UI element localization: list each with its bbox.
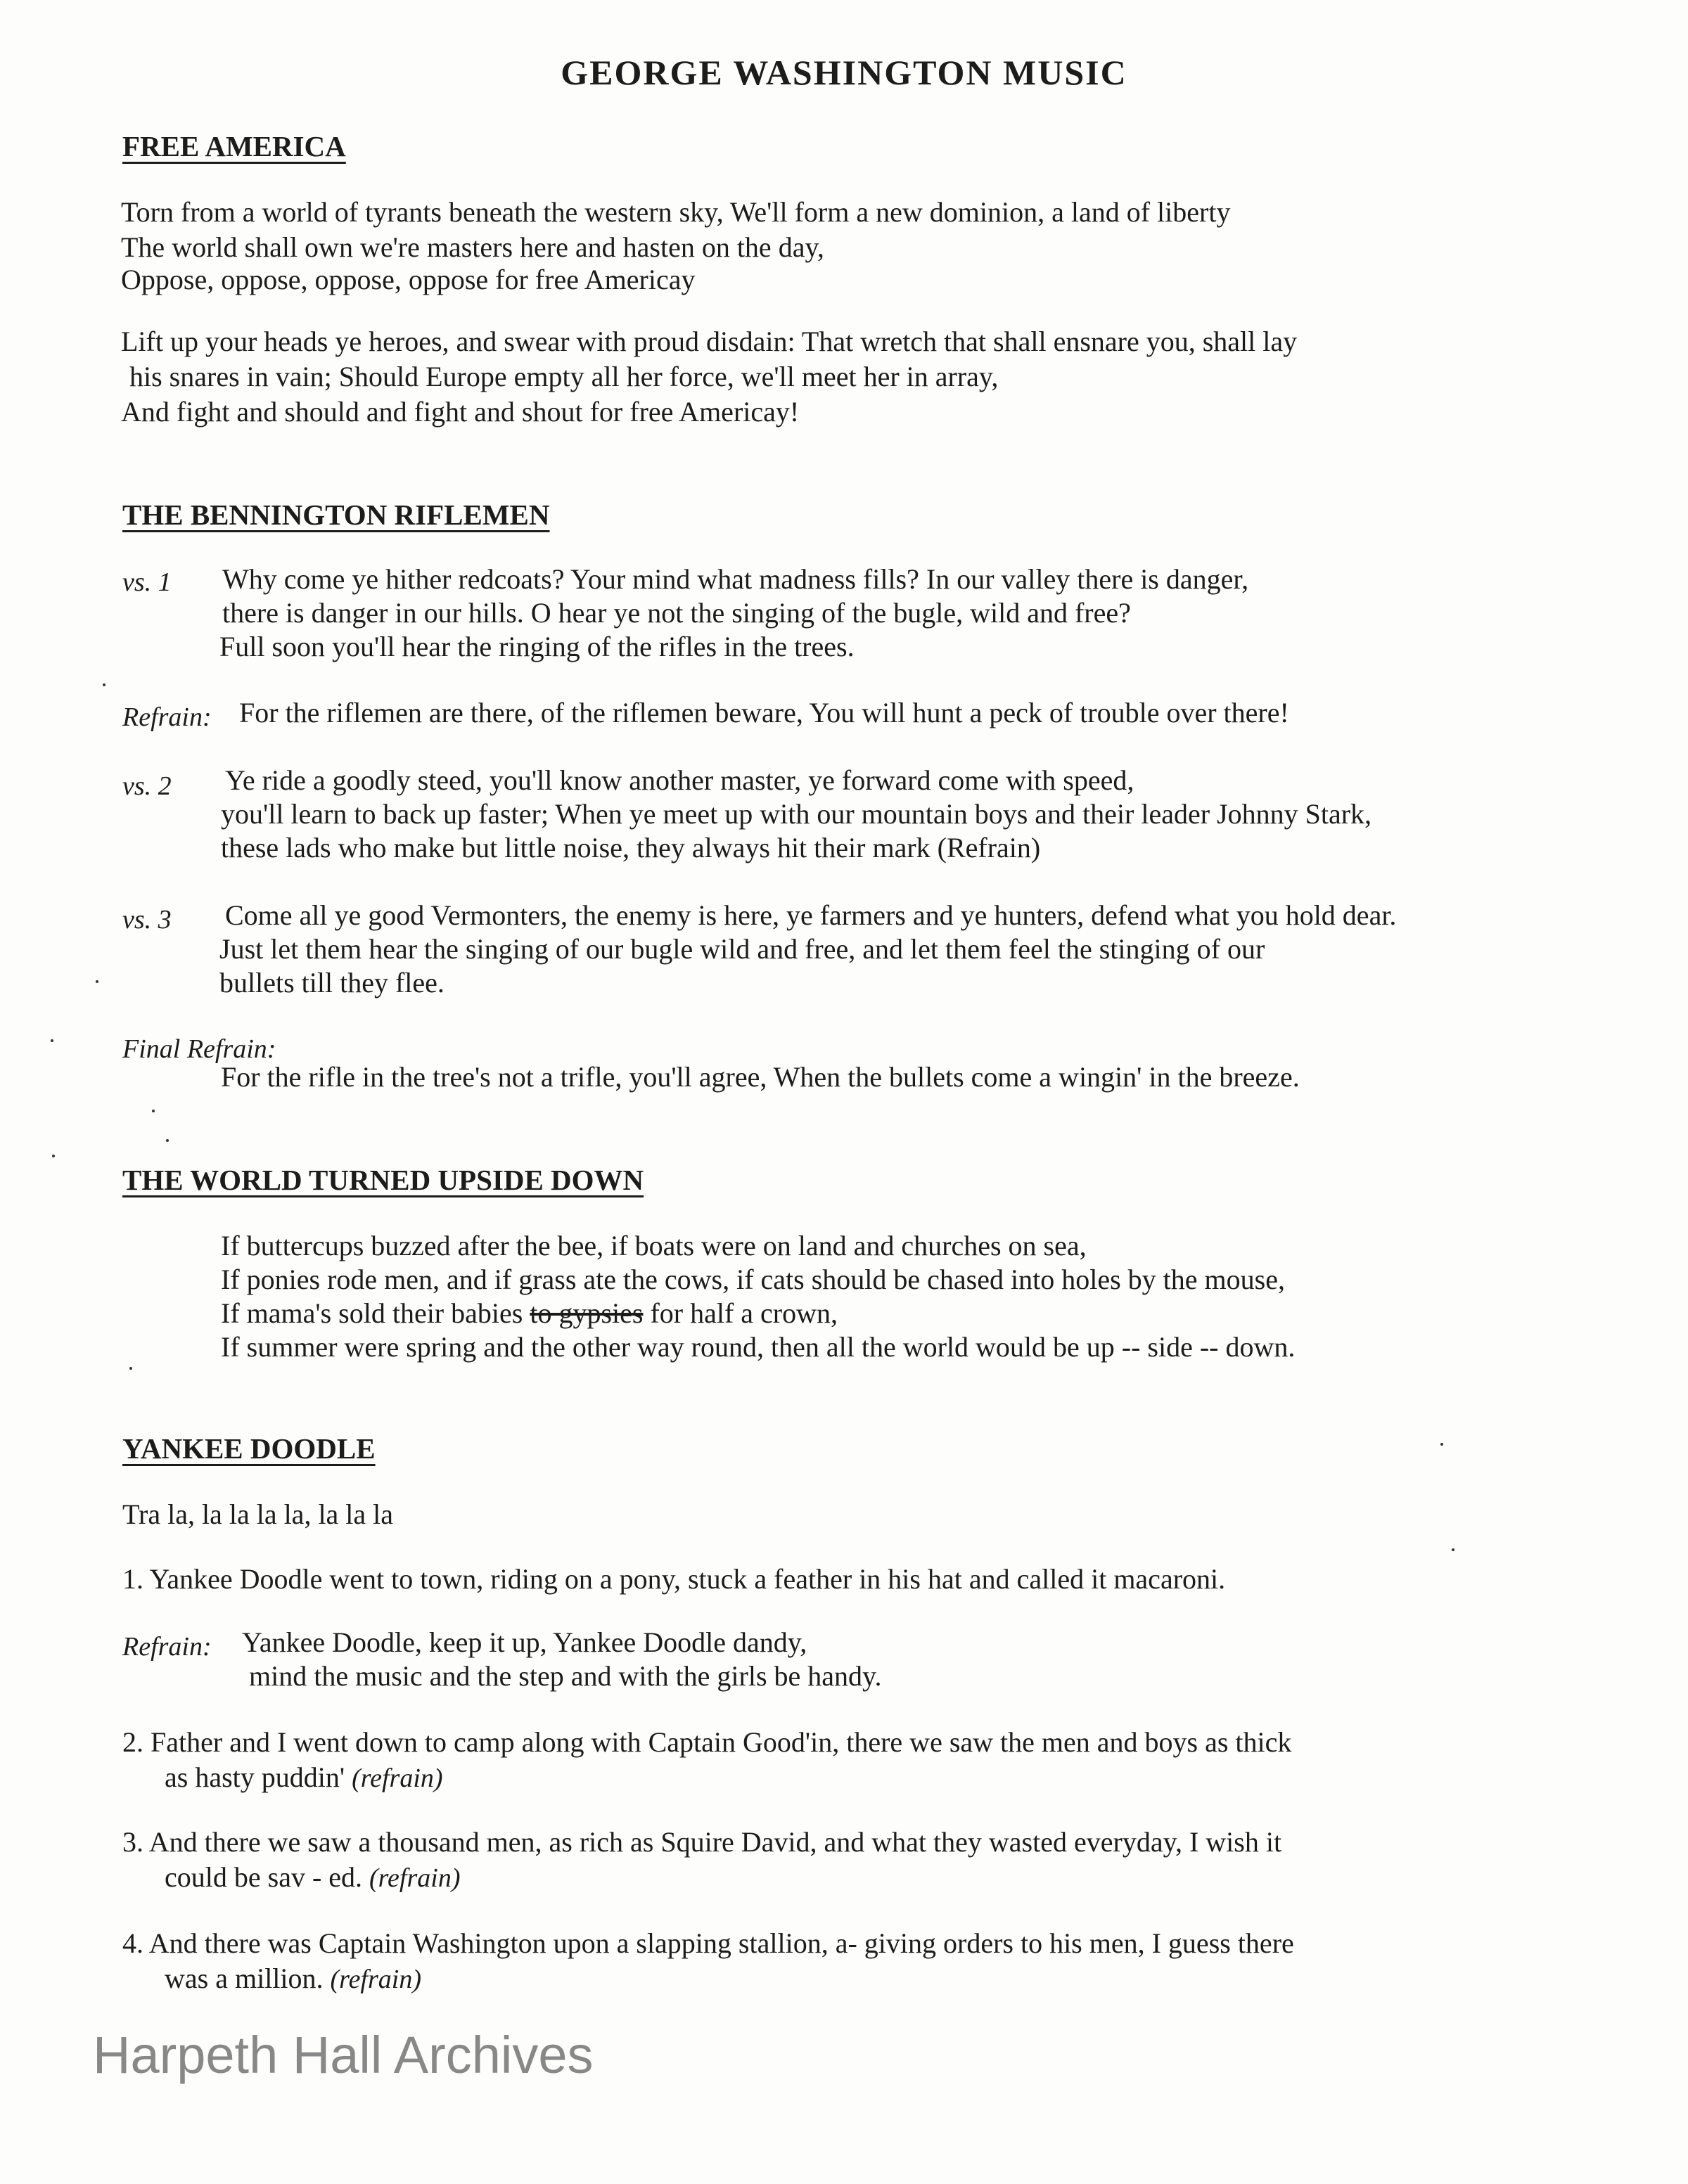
scan-speck xyxy=(152,1110,155,1112)
scan-speck xyxy=(52,1155,55,1157)
verse-label: vs. 1 xyxy=(122,567,172,597)
lyric-line: Full soon you'll hear the ringing of the rifles in the trees. xyxy=(219,631,855,662)
lyric-line: bullets till they flee. xyxy=(219,967,445,998)
scan-speck xyxy=(96,980,98,983)
lyric-line: Yankee Doodle, keep it up, Yankee Doodle dandy, xyxy=(242,1626,807,1658)
lyric-text: for half a crown, xyxy=(643,1297,838,1329)
verse-label: vs. 3 xyxy=(122,905,172,934)
struck-text: to gypsies xyxy=(530,1297,644,1329)
refrain-note: (refrain) xyxy=(369,1863,461,1893)
section-heading-yankee-doodle: YANKEE DOODLE xyxy=(122,1432,376,1465)
lyric-line: Just let them hear the singing of our bugle wild and free, and let them feel the stinging of our xyxy=(219,933,1265,965)
lyric-line: And fight and should and fight and shout for free Americay! xyxy=(121,396,800,428)
lyric-text: as hasty puddin' xyxy=(165,1761,345,1793)
lyric-line: For the rifle in the tree's not a trifle, you'll agree, When the bullets come a wingin' in the breeze. xyxy=(221,1061,1300,1093)
scan-speck xyxy=(166,1139,169,1142)
refrain-label: Refrain: xyxy=(122,702,212,732)
lyric-line xyxy=(165,1861,460,1894)
archive-watermark: Harpeth Hall Archives xyxy=(93,2026,594,2084)
scan-speck xyxy=(51,1039,53,1042)
lyric-line: Tra la, la la la la, la la la xyxy=(122,1498,394,1530)
lyric-line: Torn from a world of tyrants beneath the western sky, We'll form a new dominion, a land of liberty xyxy=(121,196,1231,228)
lyric-line: his snares in vain; Should Europe empty all her force, we'll meet her in array, xyxy=(129,361,999,392)
lyric-line: Oppose, oppose, oppose, oppose for free Americay xyxy=(121,264,696,295)
lyric-line: If buttercups buzzed after the bee, if boats were on land and churches on sea, xyxy=(221,1230,1087,1261)
lyric-line: The world shall own we're masters here and hasten on the day, xyxy=(121,231,824,263)
lyric-line xyxy=(221,1297,838,1330)
section-heading-bennington: THE BENNINGTON RIFLEMEN xyxy=(122,499,550,531)
lyric-line xyxy=(165,1761,443,1794)
lyric-line: there is danger in our hills. O hear ye not the singing of the bugle, wild and free? xyxy=(222,597,1131,629)
refrain-label: Refrain: xyxy=(122,1632,212,1662)
lyric-line: Why come ye hither redcoats? Your mind what madness fills? In our valley there is danger, xyxy=(222,563,1249,595)
lyric-line: Come all ye good Vermonters, the enemy is here, ye farmers and ye hunters, defend what you hold dear. xyxy=(225,899,1397,931)
refrain-note: (refrain) xyxy=(330,1965,421,1994)
lyric-line: 4. And there was Captain Washington upon a slapping stallion, a- giving orders to his men, I guess there xyxy=(122,1927,1294,1959)
scan-speck xyxy=(1440,1443,1443,1446)
lyric-line: mind the music and the step and with the girls be handy. xyxy=(249,1660,882,1692)
lyric-line: 3. And there we saw a thousand men, as rich as Squire David, and what they wasted everyday, I wish it xyxy=(122,1826,1282,1858)
scan-speck xyxy=(1452,1548,1454,1551)
lyric-line: 1. Yankee Doodle went to town, riding on a pony, stuck a feather in his hat and called it macaroni. xyxy=(122,1563,1226,1595)
scan-speck xyxy=(129,1367,132,1370)
lyric-text: was a million. xyxy=(165,1963,324,1994)
lyric-line: If ponies rode men, and if grass ate the cows, if cats should be chased into holes by the mouse, xyxy=(221,1264,1285,1295)
lyric-line: If summer were spring and the other way round, then all the world would be up -- side -- down. xyxy=(221,1331,1296,1363)
lyric-line: you'll learn to back up faster; When ye meet up with our mountain boys and their leader Johnny Stark, xyxy=(221,798,1372,830)
lyric-text: If mama's sold their babies xyxy=(221,1297,530,1329)
final-refrain-label: Final Refrain: xyxy=(122,1034,276,1064)
refrain-note: (refrain) xyxy=(352,1764,443,1793)
lyric-line: Ye ride a goodly steed, you'll know another master, ye forward come with speed, xyxy=(225,764,1134,796)
section-heading-free-america: FREE AMERICA xyxy=(122,130,346,162)
lyric-line: these lads who make but little noise, they always hit their mark (Refrain) xyxy=(221,832,1041,863)
scan-speck xyxy=(103,683,106,686)
page-title: GEORGE WASHINGTON MUSIC xyxy=(561,53,1127,92)
lyric-line: Lift up your heads ye heroes, and swear with proud disdain: That wretch that shall ensnare you, shall lay xyxy=(121,326,1298,357)
lyric-line xyxy=(165,1962,421,1995)
lyric-text: could be sav - ed. xyxy=(165,1861,363,1893)
verse-label: vs. 2 xyxy=(122,771,172,801)
lyric-line: For the riflemen are there, of the riflemen beware, You will hunt a peck of trouble over there! xyxy=(239,697,1289,728)
lyric-line: 2. Father and I went down to camp along with Captain Good'in, there we saw the men and boys as thick xyxy=(122,1726,1292,1758)
section-heading-world-turned: THE WORLD TURNED UPSIDE DOWN xyxy=(122,1164,644,1196)
